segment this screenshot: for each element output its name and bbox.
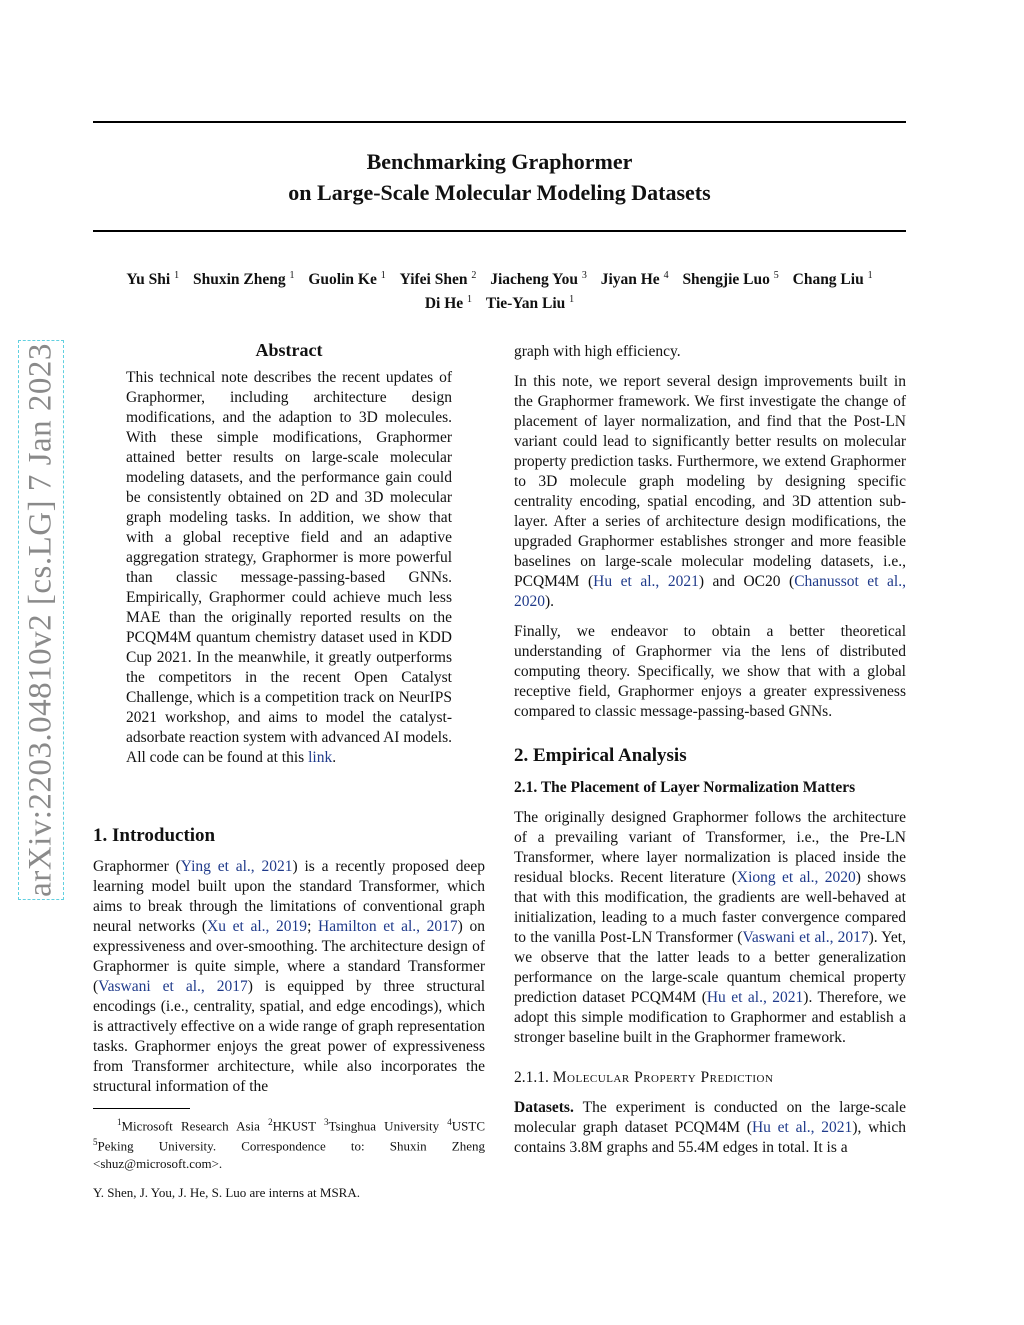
abstract-section <box>126 340 452 768</box>
code-link[interactable]: link <box>308 749 333 766</box>
author: Di He $^1$ <box>424 294 473 313</box>
citation-link[interactable]: Vaswani et al., 2017 <box>742 929 869 946</box>
arxiv-side-label <box>18 340 64 900</box>
citation-link[interactable]: Ying et al., 2021 <box>180 858 293 875</box>
design-improvements-paragraph: In this note, we report several design improvements built in the Graphormer framework. We first investigate the change of placement of layer normalization, and find that the Post-LN variant could lead to significantly better results on molecular property prediction tasks. Furthermore, we extend Graphormer to 3D molecule graph modeling by designing specific centrality encoding, spatial encoding, and 3D attention sub-layer. After a series of architecture design modifications, the upgraded Graphormer establishes stronger and more feasible baselines on large-scale molecular modeling datasets, i.e., PCQM4M (Hu et al., 2021) and OC20 (Chanussot et al., 2020). <box>514 373 906 610</box>
title-line-2: on Large-Scale Molecular Modeling Datasets <box>288 180 711 205</box>
datasets-paragraph: Datasets. The experiment is conducted on the large-scale molecular graph dataset PCQM4M (Hu et al., 2021), which contains 3.8M graphs and 55.4M edges in total. It is a <box>514 1099 906 1156</box>
abstract-body: This technical note describes the recent updates of Graphormer, including architecture design modifications, and the adaption to 3D molecules. With these simple modifications, Graphormer attained better results on large-scale molecular modeling datasets, and the performance gain could be consistently obtained on 2D and 3D molecular graph modeling tasks. In addition, we show that with a global receptive field and an adaptive aggregation strategy, Graphormer is more powerful than classic message-passing-based GNNs. Empirically, Graphormer could achieve much less MAE than the originally reported results on the PCQM4M quantum chemistry dataset used in KDD Cup 2021. In the meanwhile, it greatly outperforms the competitors in the recent Open Catalyst Challenge, which is a competition track on NeurIPS 2021 workshop, and aims to model the catalyst-adsorbate reaction system with advanced AI models. All code can be found at this link. <box>126 369 452 766</box>
citation-link[interactable]: Xu et al., 2019 <box>207 918 308 935</box>
title-bottom-rule <box>93 230 906 232</box>
introduction-section <box>93 826 485 1097</box>
author: Jiyan He $^4$ <box>600 270 669 289</box>
citation-link[interactable]: Hu et al., 2021 <box>751 1119 853 1136</box>
citation-link[interactable]: Xiong et al., 2020 <box>736 869 856 886</box>
author: Yu Shi $^1$ <box>126 270 180 289</box>
citation-link[interactable]: Chanussot et al., 2020 <box>514 573 906 610</box>
section-2-1-1-heading: 2.1.1. Molecular Property Prediction <box>514 1069 774 1086</box>
citation-link[interactable]: Hu et al., 2021 <box>593 573 699 590</box>
author-row-1 <box>93 266 906 290</box>
author: Chang Liu $^1$ <box>792 270 873 289</box>
affiliation-footnote: $^1$Microsoft Research Asia $^2$HKUST $^3$Tsinghua University $^4$USTC $^5$Peking University. Correspondence to: Shuxin Zheng <shuz@microsoft.com>. <box>93 1117 486 1171</box>
author: Jiacheng You $^3$ <box>490 270 587 289</box>
author-list <box>93 266 906 314</box>
layer-norm-paragraph: The originally designed Graphormer follows the architecture of a prevailing variant of Transformer, i.e., the Pre-LN Transformer, where layer normalization is placed inside the residual blocks. Recent literature (Xiong et al., 2020) shows that with this modification, the gradients are well-behaved at initialization, leading to a much faster convergence compared to the vanilla Post-LN Transformer (Vaswani et al., 2017). Yet, we observe that the latter leads to a better generalization performance on the large-scale quantum chemical property prediction dataset PCQM4M (Hu et al., 2021). Therefore, we adopt this simple modification to Graphormer and establish a stronger baseline built in the Graphormer framework. <box>514 809 907 1046</box>
arxiv-identifier: arXiv:2203.04810v2 [cs.LG] 7 Jan 2023 <box>22 343 59 897</box>
theory-paragraph: Finally, we endeavor to obtain a better theoretical understanding of Graphormer via the lens of distributed computing theory. Specifically, we show that with a global receptive field, Graphormer enjoys a greater expressiveness compared to classic message-passing-based GNNs. <box>514 623 906 720</box>
introduction-paragraph: Graphormer (Ying et al., 2021) is a recently proposed deep learning model built upon the standard Transformer, which aims to break through the limitations of conventional graph neural networks (Xu et al., 2019; Hamilton et al., 2017) on expressiveness and over-smoothing. The architecture design of Graphormer is quite simple, where a standard Transformer (Vaswani et al., 2017) is equipped by three structural encodings (i.e., centrality, spatial, and edge encodings), which is attractively effective on a wide range of graph representation tasks. Graphormer enjoys the great power of expressiveness from Transformer architecture, while also incorporates the structural information of the <box>93 858 486 1095</box>
author: Shuxin Zheng $^1$ <box>192 270 295 289</box>
introduction-heading: 1. Introduction <box>93 825 216 846</box>
footnote-rule <box>93 1108 190 1109</box>
author-row-2 <box>93 290 906 314</box>
title-top-rule <box>93 121 906 123</box>
continued-paragraph: graph with high efficiency. <box>514 343 681 360</box>
citation-link[interactable]: Hamilton et al., 2017 <box>318 918 458 935</box>
interns-footnote: Y. Shen, J. You, J. He, S. Luo are interns at MSRA. <box>93 1185 360 1200</box>
author: Guolin Ke $^1$ <box>308 270 386 289</box>
paper-title <box>93 146 906 208</box>
section-2-1-heading: 2.1. The Placement of Layer Normalization Matters <box>514 779 856 796</box>
author: Yifei Shen $^2$ <box>399 270 477 289</box>
datasets-label: Datasets. <box>514 1099 574 1116</box>
author: Tie-Yan Liu $^1$ <box>485 294 575 313</box>
citation-link[interactable]: Vaswani et al., 2017 <box>98 978 248 995</box>
author: Shengjie Luo $^5$ <box>682 270 779 289</box>
abstract-heading: Abstract <box>255 340 323 360</box>
title-line-1: Benchmarking Graphormer <box>366 149 633 174</box>
section-2-heading: 2. Empirical Analysis <box>514 745 687 766</box>
right-column <box>514 342 906 1158</box>
citation-link[interactable]: Hu et al., 2021 <box>706 989 804 1006</box>
